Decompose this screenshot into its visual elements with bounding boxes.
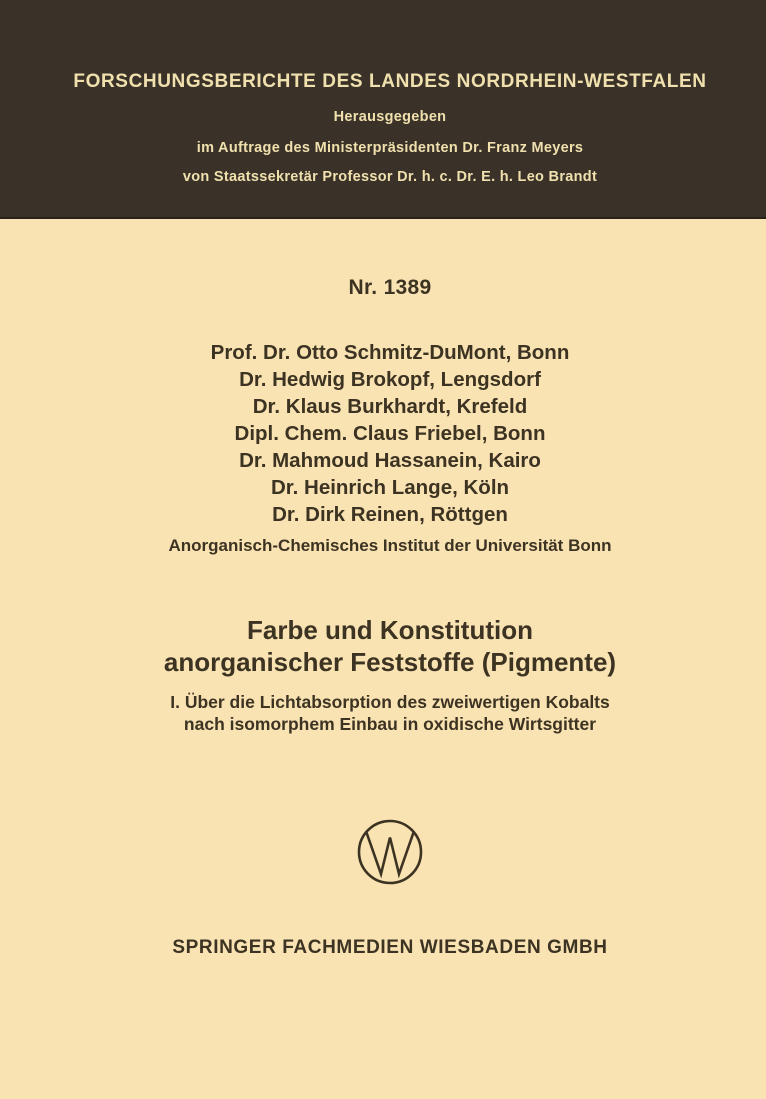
author-line: Dr. Mahmoud Hassanein, Kairo bbox=[239, 449, 541, 472]
commissioned-by-line: im Auftrage des Ministerpräsidenten Dr. Franz Meyers bbox=[196, 140, 584, 156]
publisher-name: SPRINGER FACHMEDIEN WIESBADEN GMBH bbox=[172, 937, 608, 958]
author-line: Dr. Klaus Burkhardt, Krefeld bbox=[252, 395, 528, 418]
header-band bbox=[0, 0, 766, 219]
edited-by-line: Herausgegeben bbox=[333, 109, 447, 125]
book-title-line: anorganischer Feststoffe (Pigmente) bbox=[163, 647, 617, 677]
book-subtitle bbox=[14, 691, 766, 735]
series-title: FORSCHUNGSBERICHTE DES LANDES NORDRHEIN-WESTFALEN bbox=[73, 71, 707, 92]
author-line: Dr. Heinrich Lange, Köln bbox=[270, 476, 510, 499]
report-number: Nr. 1389 bbox=[348, 276, 432, 299]
author-line: Dipl. Chem. Claus Friebel, Bonn bbox=[234, 422, 546, 445]
book-subtitle-line: nach isomorphem Einbau in oxidische Wirtsgitter bbox=[183, 714, 597, 734]
author-line: Dr. Hedwig Brokopf, Lengsdorf bbox=[239, 368, 541, 391]
book-title bbox=[14, 614, 766, 678]
institute-line: Anorganisch-Chemisches Institut der Universität Bonn bbox=[168, 536, 612, 555]
book-subtitle-line: I. Über die Lichtabsorption des zweiwertigen Kobalts bbox=[170, 692, 610, 712]
state-secretary-line: von Staatssekretär Professor Dr. h. c. Dr. E. h. Leo Brandt bbox=[182, 169, 598, 185]
book-title-line: Farbe und Konstitution bbox=[247, 615, 533, 645]
author-list bbox=[14, 339, 766, 528]
w-monogram-icon bbox=[356, 818, 424, 886]
author-line: Dr. Dirk Reinen, Röttgen bbox=[272, 503, 508, 526]
publisher-logo bbox=[14, 818, 766, 886]
author-line: Prof. Dr. Otto Schmitz-DuMont, Bonn bbox=[210, 341, 570, 364]
